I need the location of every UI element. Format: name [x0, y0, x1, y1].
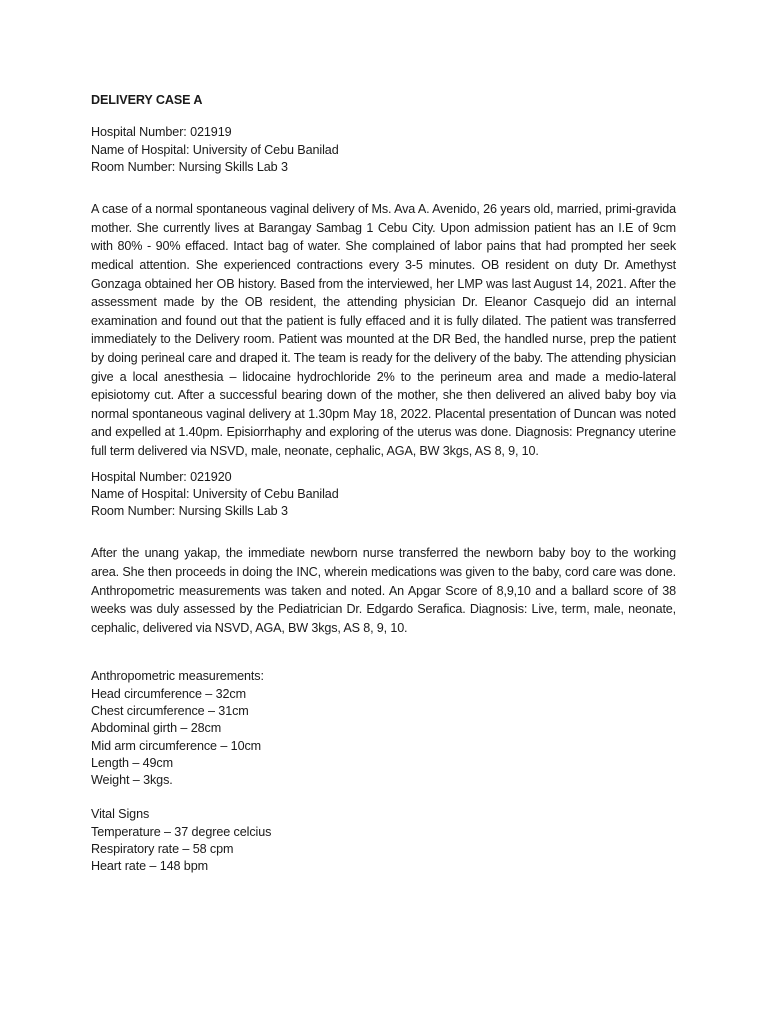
anthropometric-item: Abdominal girth – 28cm [91, 721, 222, 736]
vital-signs-item: Respiratory rate – 58 cpm [91, 842, 234, 857]
case1-hospital-name: Name of Hospital: University of Cebu Banilad [91, 142, 339, 157]
anthropometric-section [91, 668, 676, 789]
case1-hospital-number: Hospital Number: 021919 [91, 125, 232, 140]
case1-room-number: Room Number: Nursing Skills Lab 3 [91, 159, 288, 174]
case2-room-number: Room Number: Nursing Skills Lab 3 [91, 504, 288, 519]
document-page [91, 92, 676, 876]
anthropometric-item: Chest circumference – 31cm [91, 703, 249, 718]
document-title: DELIVERY CASE A [91, 93, 203, 107]
case2-hospital-name: Name of Hospital: University of Cebu Banilad [91, 486, 339, 501]
case2-header [91, 469, 676, 521]
vital-signs-section [91, 806, 676, 875]
vital-signs-heading: Vital Signs [91, 807, 150, 822]
vital-signs-item: Heart rate – 148 bpm [91, 859, 209, 874]
case2-hospital-number: Hospital Number: 021920 [91, 469, 232, 484]
case1-narrative: A case of a normal spontaneous vaginal delivery of Ms. Ava A. Avenido, 26 years old, married, primi-gravida mother. She currently lives at Barangay Sambag 1 Cebu City. Upon admission patient has an I.E of 9cm with 80% - 90% effaced. Intact bag of water. She complained of labor pains that had prompted her seek medical attention. She experienced contractions every 3-5 minutes. OB resident on duty Dr. Amethyst Gonzaga obtained her OB history. Based from the interviewed, her LMP was last August 14, 2021. After the assessment made by the OB resident, the attending physician Dr. Eleanor Casquejo did an internal examination and found out that the patient is fully effaced and it is fully dilated. The patient was transferred immediately to the Delivery room. Patient was mounted at the DR Bed, the handled nurse, prep the patient by doing perineal care and draped it. The team is ready for the delivery of the baby. The attending physician give a local anesthesia – lidocaine hydrochloride 2% to the perineum area and made a medio-lateral episiotomy cut. After a successful bearing down of the mother, she then delivered an alived baby boy via normal spontaneous vaginal delivery at 1.30pm May 18, 2022. Placental presentation of Duncan was noted and expelled at 1.40pm. Episiorrhaphy and exploring of the uterus was done. Diagnosis: Pregnancy uterine full term delivered via NSVD, male, neonate, cephalic, AGA, BW 3kgs, AS 8, 9, 10. [91, 202, 676, 458]
case2-narrative: After the unang yakap, the immediate newborn nurse transferred the newborn baby boy to the working area. She then proceeds in doing the INC, wherein medications was given to the baby, cord care was done. Anthropometric measurements was taken and noted. An Apgar Score of 8,9,10 and a ballard score of 38 weeks was duly assessed by the Pediatrician Dr. Edgardo Serafica. Diagnosis: Live, term, male, neonate, cephalic, delivered via NSVD, AGA, BW 3kgs, AS 8, 9, 10. [91, 546, 676, 635]
anthropometric-heading: Anthropometric measurements: [91, 669, 264, 684]
anthropometric-item: Mid arm circumference – 10cm [91, 738, 262, 753]
anthropometric-item: Length – 49cm [91, 755, 174, 770]
anthropometric-item: Weight – 3kgs. [91, 773, 173, 788]
case1-header [91, 124, 676, 176]
vital-signs-item: Temperature – 37 degree celcius [91, 824, 272, 839]
anthropometric-item: Head circumference – 32cm [91, 686, 246, 701]
